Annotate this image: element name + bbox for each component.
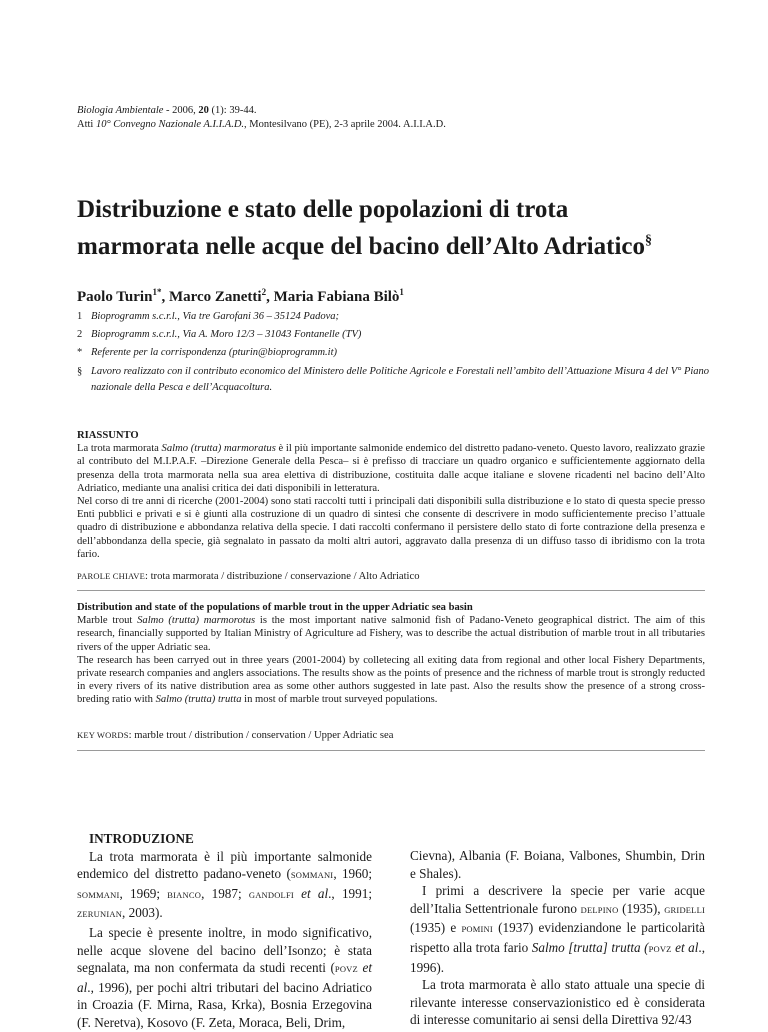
title-footnote-mark: § [644, 233, 652, 248]
english-abstract-heading: Distribution and state of the populations of marble trout in the upper Adriatic sea basin [77, 602, 473, 613]
body-paragraph: La specie è presente inoltre, in modo significativo, nelle acque slovene del bacino dell’Isonzo; è stata segnalata, ma non confermata da studi recenti (POVZ et al., 1996), per pochi altri tributari del bacino Adriatico in Croazia (F. Mirna, Rasa, Krka), Bosnia Erzegovina (F. Neretva), Kosovo (F. Zeta, Moraca, Beli, Drim, [77, 924, 372, 1030]
divider [77, 590, 705, 591]
divider [77, 750, 705, 751]
body-column-right [410, 847, 705, 1029]
affiliation-item: 1 Bioprogramm s.c.r.l., Via tre Garofani 36 – 35124 Padova; [77, 311, 340, 322]
journal-citation: Biologia Ambientale - 2006, 20 (1): 39-44. [77, 105, 257, 116]
affiliations [77, 308, 717, 396]
riassunto-paragraph: Nel corso di tre anni di ricerche (2001-2004) sono stati raccolti tutti i principali dati disponibili sulla distribuzione e lo stato di questa specie presso Enti pubblici e privati e si è giunti alla costruzione di un quadro di sintesi che consente di descrivere in modo sufficientemente preciso l’attuale quadro di distribuzione e abbondanza relativa della specie. I dati raccolti confermano il persistere dello stato di forte contrazione della presenza e dell’abbondanza della specie, già segnalato in passato da molti altri autori, aggravato dalla presenza di un diffuso tasso di ibridismo con la trota fario. [77, 496, 705, 560]
conference-citation: Atti 10° Convegno Nazionale A.I.I.A.D., Montesilvano (PE), 2-3 aprile 2004. A.I.I.A.D. [77, 119, 446, 130]
paper-title: Distribuzione e stato delle popolazioni di trota marmorata nelle acque del bacino dell’Alto Adriatico§ [77, 196, 652, 260]
correspondence-note: * Referente per la corrispondenza (pturin@bioprogramm.it) [77, 347, 337, 358]
body-paragraph: La trota marmorata è allo stato attuale una specie di rilevante interesse conservazionistico ed è considerata di interesse comunitario ai sensi della Direttiva 92/43 [410, 977, 705, 1028]
parole-chiave: PAROLE CHIAVE: trota marmorata / distribuzione / conservazione / Alto Adriatico [77, 571, 420, 582]
funding-note: § Lavoro realizzato con il contributo economico del Ministero delle Politiche Agricole e Forestali nell’ambito dell’Attuazione Misura 4 del V° Piano nazionale della Pesca e dell’Acquacoltura. [77, 366, 710, 393]
riassunto-heading: RIASSUNTO [77, 430, 139, 441]
abstract-paragraph: The research has been carryed out in three years (2001-2004) by colletecing all exiting data from regional and other local Fishery Departments, private research companies and anglers associations. The results show as the points of presence and the richness of marble trout is strongly reducted in every rivers of its native distribution area as some other authors suggested in late past. Also the results show the presence of a strong cross-breding ratio with Salmo (trutta) trutta in most of marble trout surveyed populations. [77, 654, 705, 706]
riassunto [77, 429, 705, 561]
journal-header [77, 104, 697, 132]
affiliation-item: 2 Bioprogramm s.c.r.l., Via A. Moro 12/3 – 31043 Fontanelle (TV) [77, 329, 362, 340]
author-list: Paolo Turin$^{1*}$, Marco Zanetti$^2$, Maria Fabiana Bilò$^1$ [77, 287, 404, 305]
body-paragraph: I primi a descrivere la specie per varie acque dell’Italia Settentrionale furono DELPINO (1935), GRIDELLI (1935) e POMINI (1937) evidenziandone le particolarità rispetto alla trota fario Salmo [trutta] trutta (POVZ et al., 1996). [410, 883, 705, 975]
section-heading: INTRODUZIONE [89, 831, 194, 846]
key-words: KEY WORDS: marble trout / distribution / conservation / Upper Adriatic sea [77, 730, 394, 741]
abstract-paragraph: Marble trout Salmo (trutta) marmorotus is the most important native salmonid fish of Padano-Veneto geographical district. The aim of this research, financially supported by Italian Ministry of Agriculture ad Fishery, was to describe the actual distribution of marble trout in all tributaries rivers of the upper Adriatic sea. [77, 615, 705, 653]
body-paragraph: La trota marmorata è il più importante salmonide endemico del distretto padano-veneto (SOMMANI, 1960; SOMMANI, 1969; BIANCO, 1987; GANDOLFI et al., 1991; ZERUNIAN, 2003). [77, 848, 372, 921]
body-column-left [77, 830, 372, 1032]
riassunto-paragraph: La trota marmorata Salmo (trutta) marmoratus è il più importante salmonide endemico del distretto padano-veneto. Questo lavoro, realizzato grazie al contributo del M.I.P.A.F. –Direzione Generale della Pesca– si è prefisso di tracciare un quadro organico e sufficientemente aggiornato della presenza della trota marmorata nella sua area elettiva di distribuzione, costituita dalle acque italiane e slovene ricadenti nel bacino dell’Alto Adriatico, mediante una analisi critica dei dati disponibili in letteratura. [77, 443, 705, 494]
body-paragraph: Cievna), Albania (F. Boiana, Valbones, Shumbin, Drin e Shales). [410, 848, 705, 881]
english-abstract [77, 601, 705, 707]
